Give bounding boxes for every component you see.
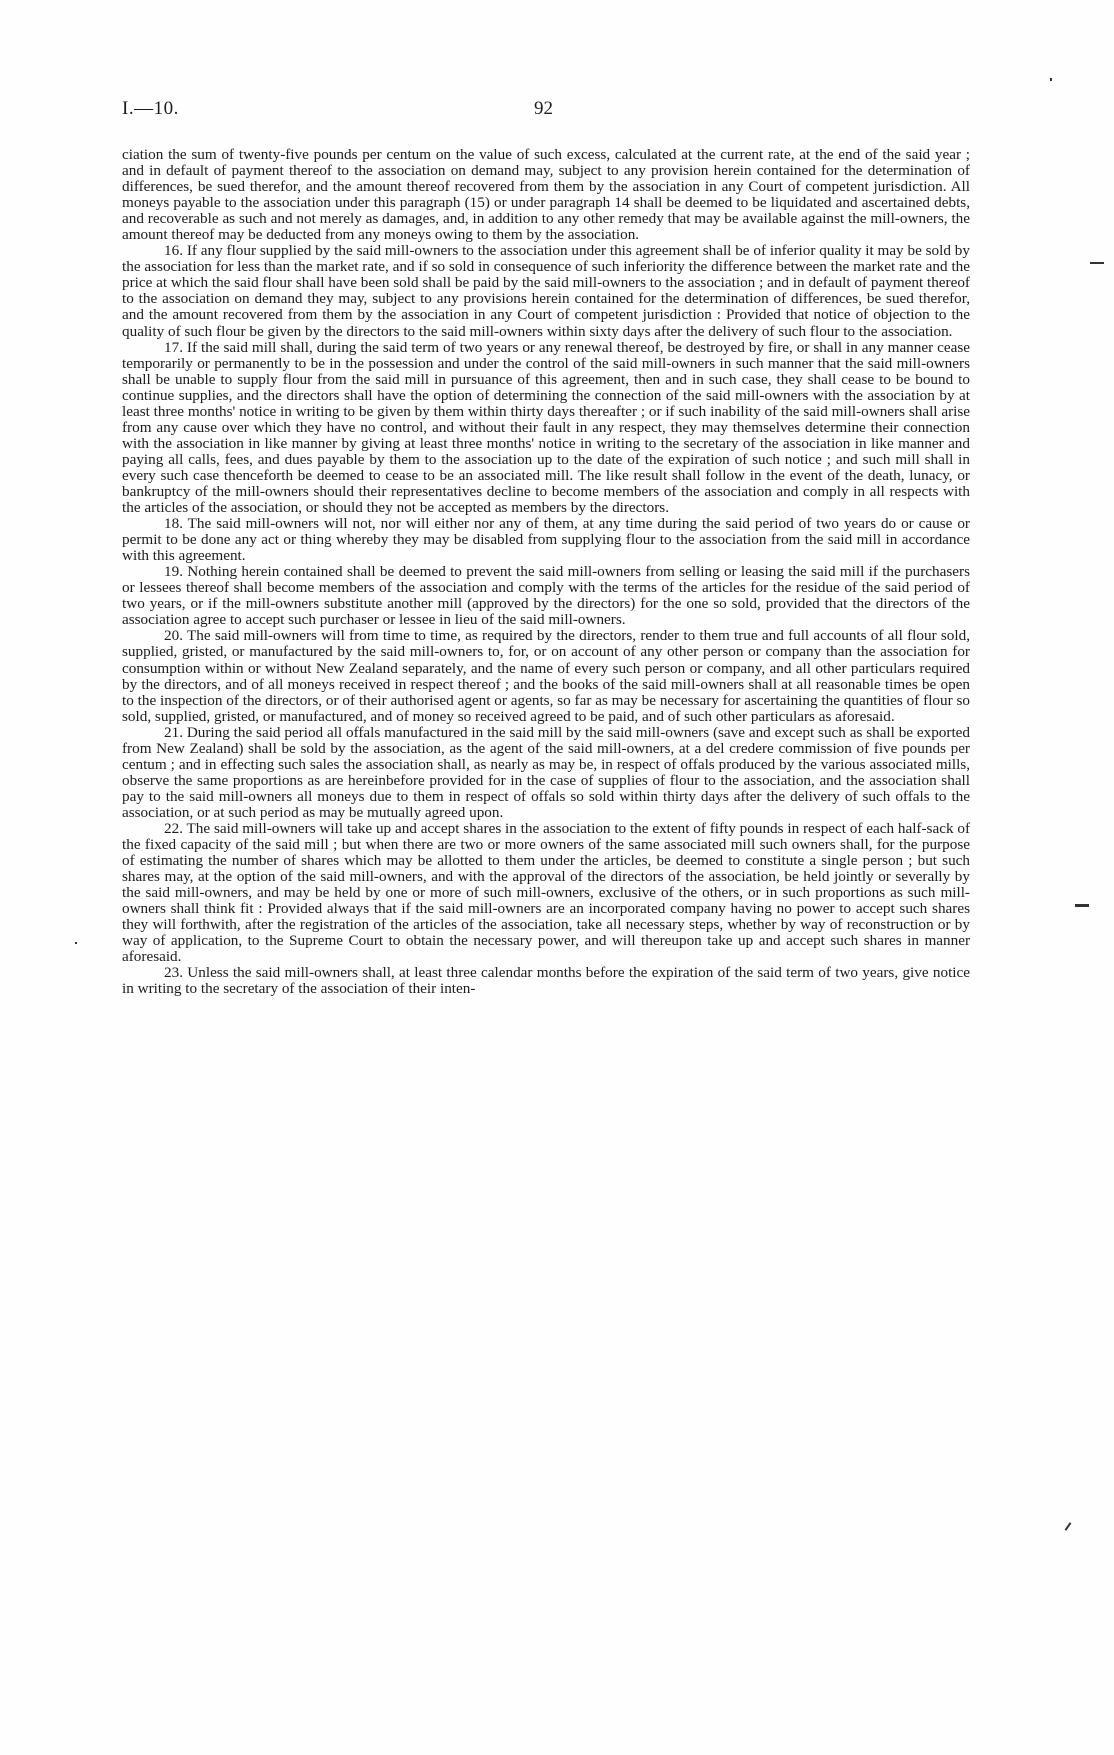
margin-dash-mark: [1090, 262, 1104, 264]
paragraph-20: 20. The said mill-owners will from time to time, as required by the directors, render to them true and full accounts of all flour sold, supplied, gristed, or manufactured by the said mill-owners to, for, or on account of any other person or company than the association for consumption within or without New Zealand separately, and the name of every such person or company, and all other particulars required by the directors, and of all moneys received in respect thereof ; and the books of the said mill-owners shall at all reasonable times be open to the inspection of the directors, or of their authorised agent or agents, so far as may be necessary for ascertaining the quantities of flour so sold, supplied, gristed, or manufactured, and of money so received agreed to be paid, and of such other particulars as aforesaid.: [122, 627, 970, 725]
page-number: 92: [534, 98, 553, 119]
page-header: [122, 98, 972, 128]
paragraph-16: 16. If any flour supplied by the said mill-owners to the association under this agreement shall be of inferior quality it may be sold by the association for less than the market rate, and if so sold in consequence of such inferiority the difference between the market rate and the price at which the said flour shall have been sold shall be paid by the said mill-owners to the association ; and in default of payment thereof to the association on demand they may, subject to any provisions herein contained for the determination of differences, be sued therefor, and the amount recovered from them by the association in any Court of competent jurisdiction : Provided that notice of objection to the quality of such flour be given by the directors to the said mill-owners within sixty days after the delivery of such flour to the association.: [122, 242, 970, 340]
paragraph-21: 21. During the said period all offals manufactured in the said mill by the said mill-owners (save and except such as shall be exported from New Zealand) shall be sold by the association, as the agent of the said mill-owners, at a del credere commission of five pounds per centum ; and in effecting such sales the association shall, as nearly as may be, in respect of offals produced by the various associated mills, observe the same proportions as are hereinbefore provided for in the case of supplies of flour to the association, and the association shall pay to the said mill-owners all moneys due to them in respect of offals so sold within thirty days after the delivery of such offals to the association, or at such period as may be mutually agreed upon.: [122, 723, 970, 821]
paragraph-19: 19. Nothing herein contained shall be deemed to prevent the said mill-owners from selling or leasing the said mill if the purchasers or lessees thereof shall become members of the association and comply with the terms of the articles for the residue of the said period of two years, or if the mill-owners substitute another mill (approved by the directors) for the one so sold, provided that the directors of the association agree to accept such purchaser or lessee in lieu of the said mill-owners.: [122, 563, 970, 629]
margin-dash-mark: [1075, 904, 1089, 907]
scan-speck: [1050, 78, 1052, 81]
body-text: [122, 147, 970, 997]
paragraph-23: 23. Unless the said mill-owners shall, at least three calendar months before the expiration of the said term of two years, give notice in writing to the secretary of the association of their inten-: [122, 964, 970, 998]
paragraph-18: 18. The said mill-owners will not, nor will either nor any of them, at any time during the said period of two years do or cause or permit to be done any act or thing whereby they may be disabled from supplying flour to the association from the said mill in accordance with this agreement.: [122, 515, 970, 565]
document-code: I.—10.: [122, 98, 179, 119]
paragraph-15-continuation: ciation the sum of twenty-five pounds per centum on the value of such excess, calculated at the current rate, at the end of the said year ; and in default of payment thereof to the association on demand may, subject to any provision herein contained for the determination of differences, be sued therefor, and the amount thereof recovered from them by the association in any Court of competent jurisdiction. All moneys payable to the association under this paragraph (15) or under paragraph 14 shall be deemed to be liquidated and ascertained debts, and recoverable as such and not merely as damages, and, in addition to any other remedy that may be available against the mill-owners, the amount thereof may be deducted from any moneys owing to them by the association.: [122, 146, 970, 244]
paragraph-17: 17. If the said mill shall, during the said term of two years or any renewal thereof, be destroyed by fire, or shall in any manner cease temporarily or permanently to be in the possession and under the control of the said mill-owners in such manner that the said mill-owners shall be unable to supply flour from the said mill in pursuance of this agreement, then and in such case, they shall cease to be bound to continue supplies, and the directors shall have the option of determining the connection of the said mill-owners with the association by at least three months' notice in writing to be given by them within thirty days thereafter ; or if such inability of the said mill-owners shall arise from any cause over which they have no control, and without their fault in any respect, they may themselves determine their connection with the association in like manner by giving at least three months' notice in writing to the secretary of the association in like manner and paying all calls, fees, and dues payable by them to the association up to the date of the expiration of such notice ; and such mill shall in every such case thenceforth be deemed to cease to be an associated mill. The like result shall follow in the event of the death, lunacy, or bankruptcy of the mill-owners should their representatives decline to become members of the association and comply in all respects with the articles of the association, or should they not be accepted as members by the directors.: [122, 338, 970, 517]
margin-tick-mark: [1065, 1522, 1072, 1531]
paragraph-22: 22. The said mill-owners will take up and accept shares in the association to the extent of fifty pounds in respect of each half-sack of the fixed capacity of the said mill ; but when there are two or more owners of the same associated mill such owners shall, for the purpose of estimating the number of shares which may be allotted to them under the articles, be deemed to constitute a single person ; but such shares may, at the option of the said mill-owners, and with the approval of the directors of the association, be held jointly or severally by the said mill-owners, and may be held by one or more of such mill-owners, exclusive of the others, or in such proportions as such mill-owners shall think fit : Provided always that if the said mill-owners are an incorporated company having no power to accept such shares they will forthwith, after the registration of the articles of the association, take all necessary steps, whether by way of reconstruction or by way of application, to the Supreme Court to obtain the necessary power, and will thereupon take up and accept such shares in manner aforesaid.: [122, 819, 970, 966]
scan-speck: [75, 942, 77, 944]
